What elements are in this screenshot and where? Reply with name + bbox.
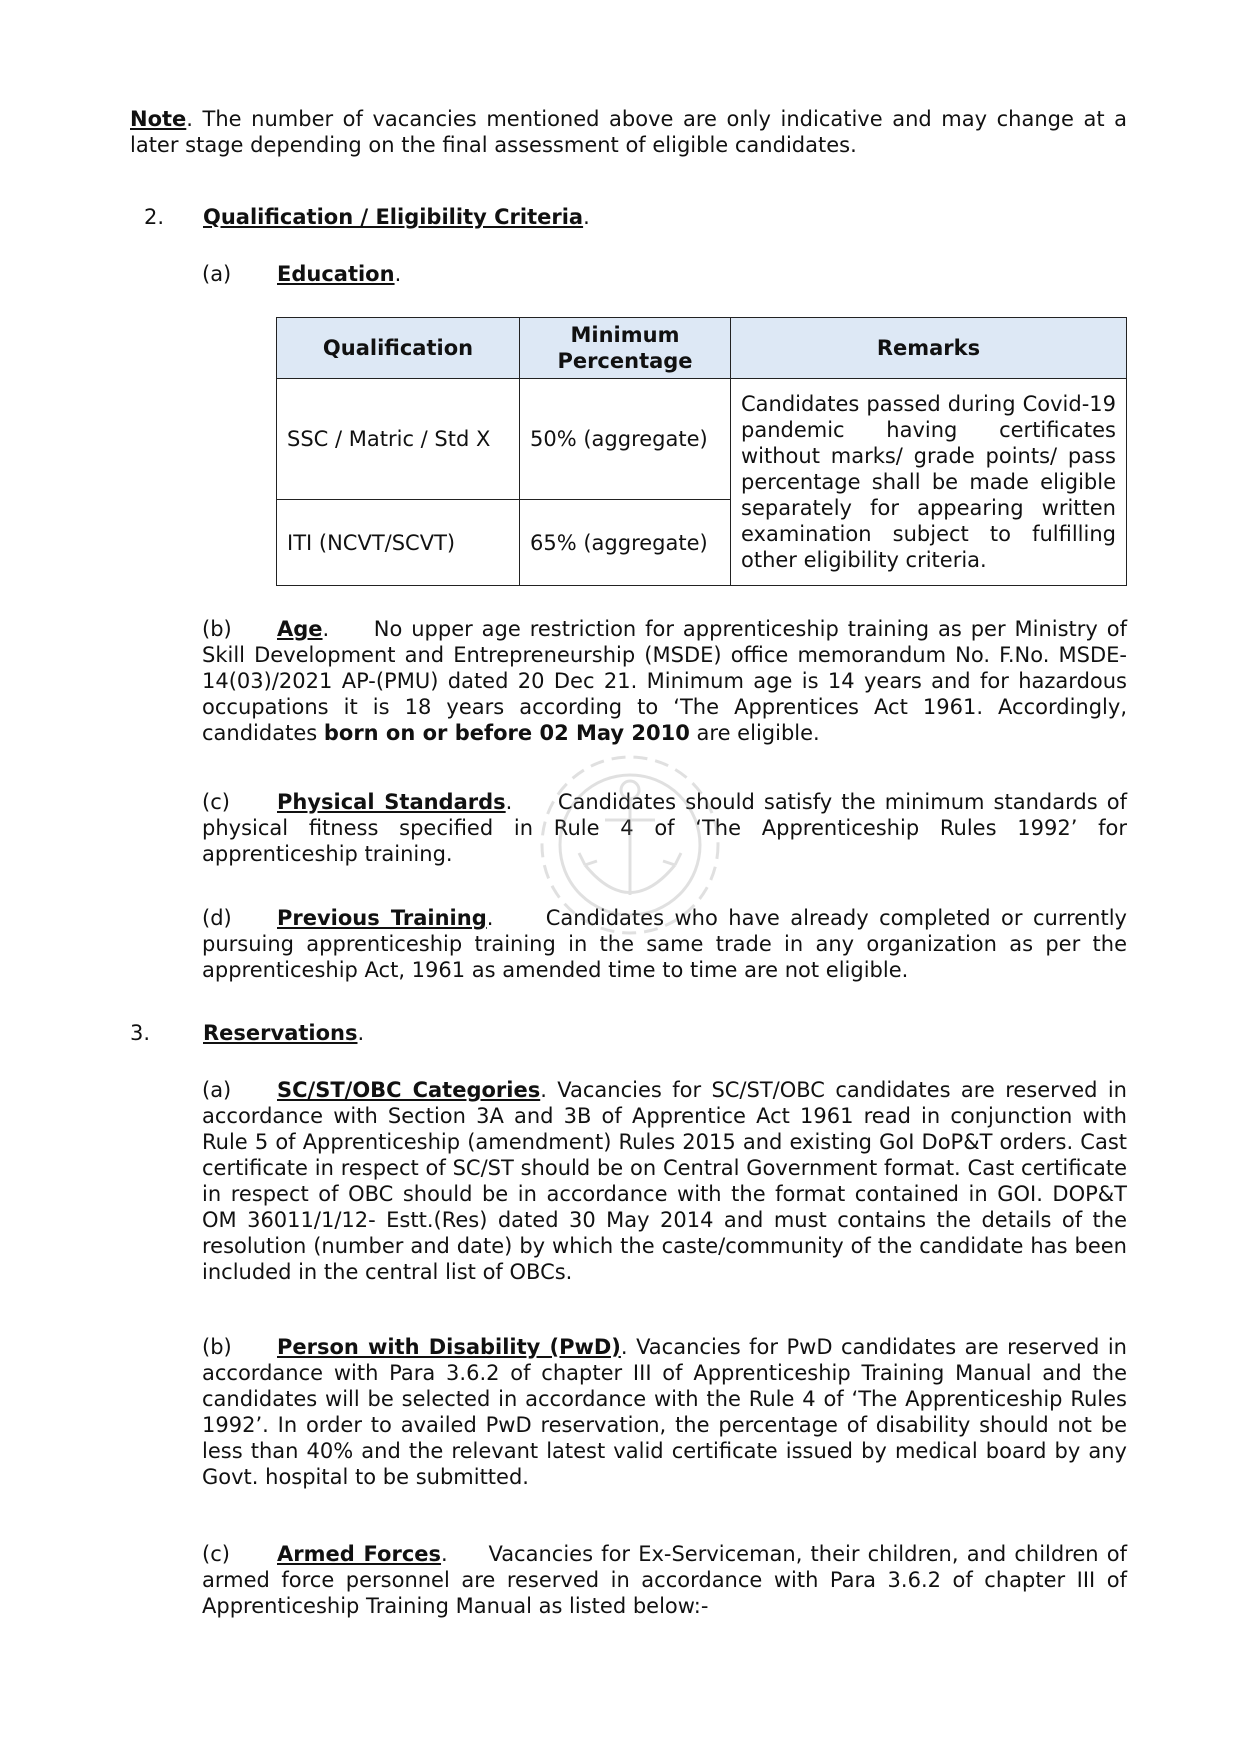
section-3-title: Reservations — [203, 1021, 358, 1045]
header-qualification: Qualification — [277, 318, 520, 379]
cell-min-percentage: 50% (aggregate) — [520, 379, 731, 500]
scst-marker: (a) — [202, 1078, 232, 1102]
cell-remarks: Candidates passed during Covid-19 pandemic having certificates without marks/ grade points/ pass percentage shall be made eligible separately for appearing written examination subject to fulfilling other eligibility criteria. — [731, 379, 1127, 586]
cell-qualification: SSC / Matric / Std X — [277, 379, 520, 500]
education-title: Education — [277, 262, 395, 286]
armed-marker: (c) — [202, 1542, 230, 1566]
previous-marker: (d) — [202, 906, 232, 930]
section-3-heading: 3. Reservations. — [130, 1021, 365, 1045]
section-2-heading: 2. Qualification / Eligibility Criteria. — [144, 205, 590, 229]
age-text: No upper age restriction for apprenticeship training as per Ministry of Skill Development and Entrepreneurship (MSDE) office memorandum No. F.No. MSDE-14(03)/2021 AP-(PMU) dated 20 Dec 21. Minimum age is 14 years and for hazardous occupations it is 18 years according to ‘The Apprentices Act 1961. Accordingly, candidates — [202, 617, 1127, 745]
header-remarks: Remarks — [731, 318, 1127, 379]
previous-text: Candidates who have already completed or currently pursuing apprenticeship training in the same trade in any organization as per the apprenticeship Act, 1961 as amended time to time are not eligible. — [202, 906, 1127, 982]
physical-title: Physical Standards — [277, 790, 506, 814]
scst-text: . Vacancies for SC/ST/OBC candidates are reserved in accordance with Section 3A and 3B of Apprentice Act 1961 read in conjunction with Rule 5 of Apprenticeship (amendment) Rules 2015 and existing GoI DoP&T orders. Cast certificate in respect of SC/ST should be on Central Government format. Cast certificate in respect of OBC should be in accordance with the format contained in GOI. DOP&T OM 36011/1/12- Estt.(Res) dated 30 May 2014 and must contains the details of the resolution (number and date) by which the caste/community of the candidate has been included in the central list of OBCs. — [202, 1078, 1127, 1284]
armed-forces-paragraph: (c) Armed Forces. Vacancies for Ex-Serviceman, their children, and children of armed force personnel are reserved in accordance with Para 3.6.2 of chapter III of Apprenticeship Training Manual as listed below:- — [202, 1542, 1127, 1618]
scst-obc-paragraph — [202, 1077, 1127, 1285]
education-table — [276, 317, 1127, 586]
education-marker: (a) — [202, 262, 232, 286]
age-marker: (b) — [202, 617, 232, 641]
physical-text: Candidates should satisfy the minimum standards of physical fitness specified in Rule 4 of ‘The Apprenticeship Rules 1992’ for apprenticeship training. — [202, 790, 1127, 866]
pwd-paragraph — [202, 1334, 1127, 1490]
age-eligibility-date: born on or before 02 May 2010 — [323, 721, 690, 745]
physical-marker: (c) — [202, 790, 230, 814]
pwd-text: . Vacancies for PwD candidates are reserved in accordance with Para 3.6.2 of chapter III of Apprenticeship Training Manual and the candidates will be selected in accordance with the Rule 4 of ‘The Apprenticeship Rules 1992’. In order to availed PwD reservation, the percentage of disability should not be less than 40% and the relevant latest valid certificate issued by medical board by any Govt. hospital to be submitted. — [202, 1335, 1127, 1489]
note-paragraph — [130, 106, 1127, 158]
age-paragraph: (b) Age. No upper age restriction for apprenticeship training as per Ministry of Skill Development and Entrepreneurship (MSDE) office memorandum No. F.No. MSDE-14(03)/2021 AP-(PMU) dated 20 Dec 21. Minimum age is 14 years and for hazardous occupations it is 18 years according to ‘The Apprentices Act 1961. Accordingly, candidates born on or before 02 May 2010 are eligible. — [202, 617, 1127, 745]
header-min-percentage: Minimum Percentage — [520, 318, 731, 379]
age-title: Age — [277, 617, 323, 641]
previous-training-paragraph: (d) Previous Training. Candidates who have already completed or currently pursuing apprenticeship training in the same trade in any organization as per the apprenticeship Act, 1961 as amended time to time are not eligible. — [202, 906, 1127, 982]
age-tail: are eligible. — [689, 721, 820, 745]
section-2-title: Qualification / Eligibility Criteria — [203, 205, 584, 229]
physical-standards-paragraph: (c) Physical Standards. Candidates should satisfy the minimum standards of physical fitness specified in Rule 4 of ‘The Apprenticeship Rules 1992’ for apprenticeship training. — [202, 790, 1127, 866]
section-2-number: 2. — [144, 205, 165, 229]
table-row — [277, 379, 1127, 500]
armed-title: Armed Forces — [277, 1542, 442, 1566]
note-text: . The number of vacancies mentioned above are only indicative and may change at a later stage depending on the final assessment of eligible candidates. — [130, 107, 1127, 157]
note-label: Note — [130, 107, 187, 131]
section-3-number: 3. — [130, 1021, 151, 1045]
table-header-row — [277, 318, 1127, 379]
pwd-title: Person with Disability (PwD) — [277, 1335, 621, 1359]
previous-title: Previous Training — [277, 906, 487, 930]
pwd-marker: (b) — [202, 1335, 232, 1359]
scst-title: SC/ST/OBC Categories — [277, 1078, 541, 1102]
cell-min-percentage: 65% (aggregate) — [520, 500, 731, 586]
armed-text: Vacancies for Ex-Serviceman, their children, and children of armed force personnel are reserved in accordance with Para 3.6.2 of chapter III of Apprenticeship Training Manual as listed below:- — [202, 1542, 1127, 1618]
education-heading: (a) Education. — [202, 262, 402, 286]
cell-qualification: ITI (NCVT/SCVT) — [277, 500, 520, 586]
